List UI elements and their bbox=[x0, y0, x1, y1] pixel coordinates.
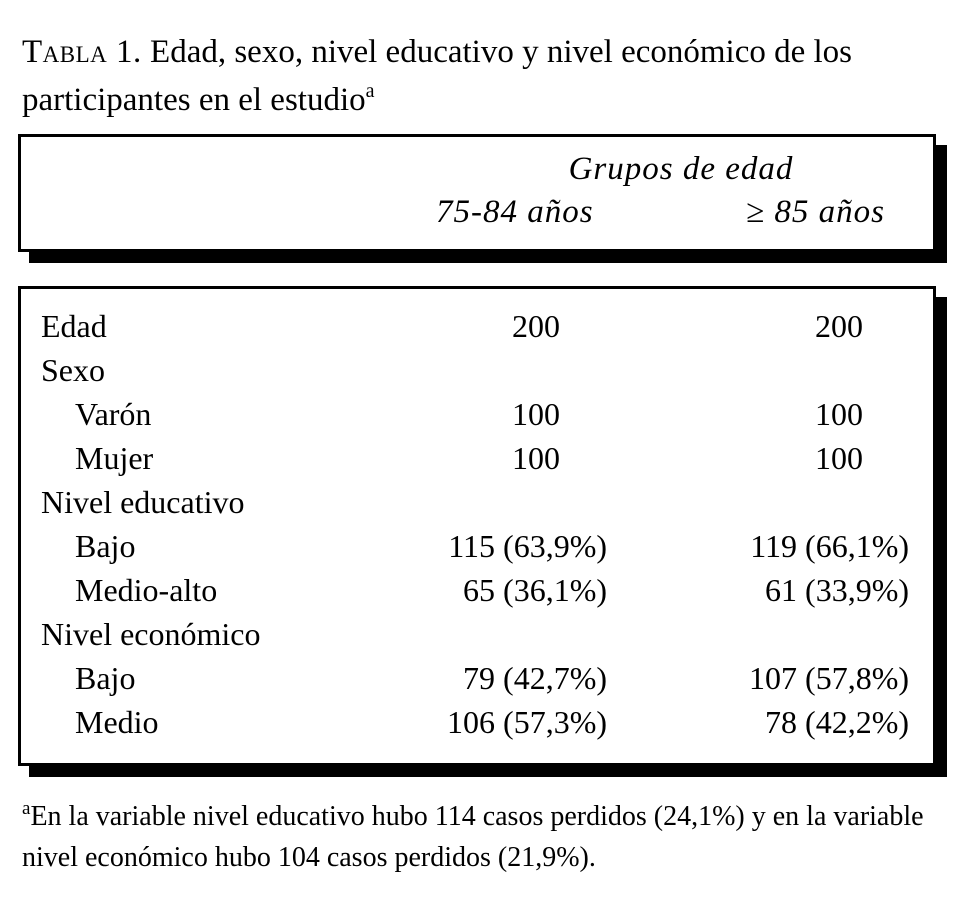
cell-85-plus: 200 bbox=[815, 308, 863, 344]
table-row bbox=[21, 304, 933, 348]
table-caption-text: Edad, sexo, nivel educativo y nivel económico de los participantes en el estudio bbox=[22, 34, 853, 118]
cell-85-plus: 100 bbox=[815, 396, 863, 432]
table-caption bbox=[22, 28, 947, 124]
cell-85-plus: 78 (42,2%) bbox=[765, 704, 909, 740]
row-label: Varón bbox=[75, 396, 152, 432]
cell-75-84: 100 bbox=[512, 440, 560, 476]
cell-75-84: 200 bbox=[512, 308, 560, 344]
table-row bbox=[21, 568, 933, 612]
table-row bbox=[21, 436, 933, 480]
cell-75-84: 106 (57,3%) bbox=[447, 704, 607, 740]
column-header-85-plus: ≥ 85 años bbox=[746, 194, 885, 230]
row-label: Mujer bbox=[75, 440, 154, 476]
cell-75-84: 115 (63,9%) bbox=[448, 528, 607, 564]
table-row bbox=[21, 656, 933, 700]
row-label: Medio bbox=[75, 704, 159, 740]
row-label: Edad bbox=[41, 308, 107, 344]
cell-85-plus: 100 bbox=[815, 440, 863, 476]
row-label: Medio-alto bbox=[75, 572, 218, 608]
table-row bbox=[21, 612, 933, 656]
table-row bbox=[21, 524, 933, 568]
row-label: Bajo bbox=[75, 528, 136, 564]
cell-75-84: 100 bbox=[512, 396, 560, 432]
caption-footnote-marker: a bbox=[365, 80, 375, 102]
table-row bbox=[21, 700, 933, 744]
table-row bbox=[21, 480, 933, 524]
table-rows bbox=[21, 304, 933, 744]
table-header-box bbox=[18, 134, 936, 252]
group-title: Grupos de edad bbox=[568, 151, 794, 187]
cell-75-84: 65 (36,1%) bbox=[463, 572, 607, 608]
table-row bbox=[21, 392, 933, 436]
footnote-marker: a bbox=[22, 798, 31, 819]
row-label: Sexo bbox=[41, 352, 105, 388]
column-header-75-84: 75-84 años bbox=[436, 194, 594, 230]
cell-75-84: 79 (42,7%) bbox=[463, 660, 607, 696]
footnote-text: En la variable nivel educativo hubo 114 casos perdidos (24,1%) y en la variable nivel económico hubo 104 casos perdidos (21,9%). bbox=[22, 801, 924, 873]
row-label: Bajo bbox=[75, 660, 136, 696]
row-label: Nivel económico bbox=[41, 616, 261, 652]
table-footnote bbox=[22, 796, 947, 878]
cell-85-plus: 107 (57,8%) bbox=[749, 660, 909, 696]
cell-85-plus: 61 (33,9%) bbox=[765, 572, 909, 608]
table-body-box bbox=[18, 286, 936, 766]
cell-85-plus: 119 (66,1%) bbox=[750, 528, 909, 564]
row-label: Nivel educativo bbox=[41, 484, 245, 520]
table-row bbox=[21, 348, 933, 392]
table-label: Tabla 1. bbox=[22, 34, 142, 70]
